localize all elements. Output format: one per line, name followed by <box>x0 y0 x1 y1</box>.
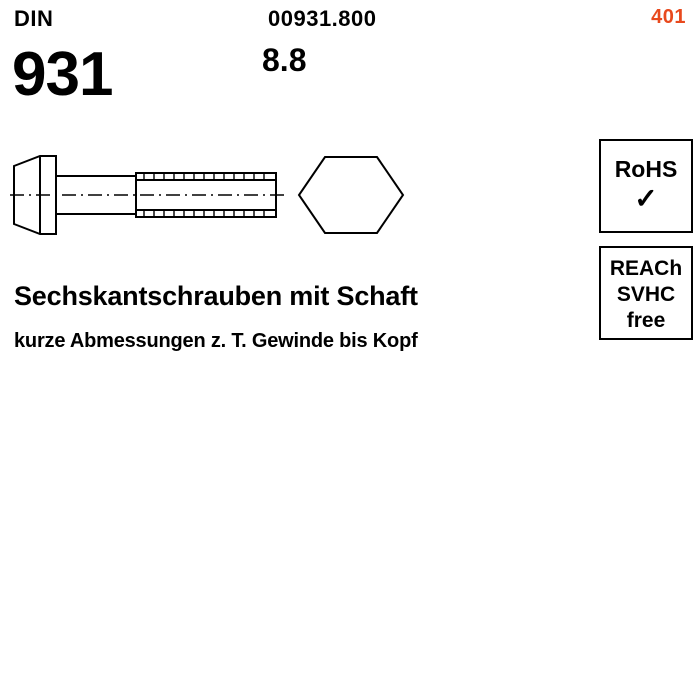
hex-head-top-view <box>299 157 403 233</box>
page-number: 401 <box>651 6 686 28</box>
article-number: 00931.800 <box>268 6 377 31</box>
rohs-label: RoHS <box>614 156 678 182</box>
reach-badge <box>599 246 693 340</box>
reach-label-line3: free <box>626 309 666 332</box>
check-icon: ✓ <box>634 183 658 214</box>
standard-label: DIN <box>14 6 54 31</box>
product-drawing <box>8 140 408 260</box>
product-title: Sechskantschrauben mit Schaft <box>14 281 418 311</box>
hex-bolt-drawing-svg <box>8 140 408 260</box>
reach-label-line1: REACh <box>609 257 683 280</box>
page-header <box>14 6 686 36</box>
din-number: 931 <box>12 40 113 109</box>
reach-label-line2: SVHC <box>616 283 676 306</box>
product-subtitle: kurze Abmessungen z. T. Gewinde bis Kopf <box>14 330 418 352</box>
strength-class: 8.8 <box>262 42 307 78</box>
rohs-badge <box>599 139 693 233</box>
